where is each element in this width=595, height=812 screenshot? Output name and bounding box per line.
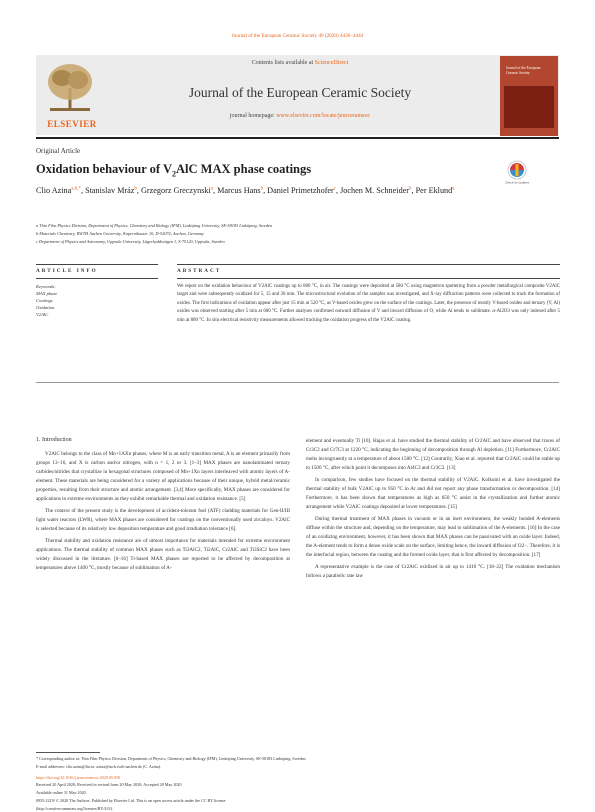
journal-cover-thumbnail <box>500 56 558 136</box>
paragraph: In comparison, few studies have focused on the thermal stability of V2AlC. Kolkumi et al. have investigated the thermal stability of bulk V2AlC up to 950 °C in Ar and did not report any phase transformation or decomposition. [14] Furthermore, it has been shown that temperatures as high as 650 °C assist in the crystallization and further atomic arrangement while V2AlC coatings deposited at lower temperatures. [15] <box>306 476 560 510</box>
doi-link[interactable]: https://doi.org/10.1016/j.jeurceramsoc.2020.05.050 <box>36 774 121 780</box>
paragraph: The context of the present study is the development of accident-tolerant fuel (ATF) cladding materials for Gen-II/III light water reactors (LWR), where MAX phases are considered for coatings on the conventionally used zircaloys. V2AlC is selected because of its relatively low deposition temperature and good irradiation tolerance [6]. <box>36 507 290 532</box>
email-note[interactable]: E-mail addresses: clio.azina@liu.se, azina@mch.rwth-aachen.de (C. Azina). <box>36 763 162 769</box>
received-dates: Received 20 April 2020; Received in revised form 20 May 2020; Accepted 20 May 2020 <box>36 782 182 788</box>
title-part: Oxidation behaviour of V <box>36 162 173 176</box>
keyword: Coatings <box>36 298 53 304</box>
license-note: 0955-2219/ © 2020 The Authors. Published by Elsevier Ltd. This is an open access article under the CC BY license <box>36 797 226 803</box>
corresponding-author-note: * Corresponding author at: Thin Film Physics Division, Department of Physics, Chemistry and Biology (IFM), Linköping University, SE-58183 Linköping, Sweden. <box>36 756 307 761</box>
affiliation: c Department of Physics and Astronomy, Uppsala University, Lägerhyddsvägen 1, S-75120, Uppsala, Sweden <box>36 239 225 245</box>
sciencedirect-link[interactable]: ScienceDirect <box>314 60 349 66</box>
publisher-name: ELSEVIER <box>47 119 97 129</box>
license-url[interactable]: (http://creativecommons.org/licenses/BY/4.0/). <box>36 805 114 811</box>
author[interactable]: Clio Azina$^{a,b,*}$ <box>36 186 81 195</box>
author[interactable]: Stanislav Mráz$^b$ <box>85 186 137 195</box>
right-column <box>306 437 560 584</box>
author-list: Clio Azina$^{a,b,*}$, Stanislav Mráz$^b$, Grzegorz Greczynski$^a$, Marcus Hans$^b$, Daniel Primetzhofer$^c$, Jochen M. Schneider$^b$, Per Eklund$^a$ <box>36 186 455 195</box>
abstract-text: We report on the oxidation behaviour of V2AlC coatings up to 800 °C, in air. The coatings were deposited at 580 °C using magnetron sputtering from a powder metallurgical composite V2AlC target and were subsequently oxidized for 5, 15 and 30 min. The microstructural evolution of the samples was investigated, and X-ray diffraction patterns were collected to track the formation of oxides. The first indications of oxidation appear after just 15 min at 520 °C, as V-based oxides grew on the surface of the coatings. Later, the presence of mostly V-based oxides and ternary (V, Al) oxides was observed starting after 5 min at 600 °C. Further analyses confirmed outward diffusion of V and inward diffusion of O, while Al tends to sublimate. α-Al2O3 was only indexed after 5 min at 800 °C. In situ electrical resistivity measurements allowed tracking the oxidation progress of the V2AlC coating. <box>177 284 560 323</box>
paragraph: Thermal stability and oxidation resistance are of utmost importance for materials intended for extreme environment applications. The thermal stability of common MAX phases such as Ti3AlC2, Ti2AlC, Cr2AlC and Ti3SiC2 have been widely discussed in the literature. [6–16] Ti-based MAX phases are reported to be affected by decomposition at temperatures above 1400 °C, mostly because of sublimation of A- <box>36 537 290 571</box>
article-type: Original Article <box>36 147 81 155</box>
affiliation: b Materials Chemistry, RWTH Aachen University, Kopernikusstr. 10, D-52074, Aachen, Germany <box>36 231 204 237</box>
affiliation: a Thin Film Physics Division, Department of Physics, Chemistry and Biology (IFM), Linköping University, SE-58183 Linköping, Sweden <box>36 223 272 228</box>
contents-available <box>110 60 490 66</box>
elsevier-tree-logo <box>40 58 100 118</box>
footnotes <box>36 755 559 812</box>
footnote-rule <box>36 752 100 753</box>
title-subscript: 2 <box>172 169 177 179</box>
crossmark-label: Check for updates <box>504 180 530 185</box>
left-column <box>36 450 290 576</box>
homepage-label: journal homepage: <box>229 113 277 119</box>
author[interactable]: Daniel Primetzhofer$^c$ <box>267 186 337 195</box>
author[interactable]: Marcus Hans$^b$ <box>217 186 264 195</box>
header-divider <box>36 137 559 139</box>
paragraph: V2AlC belongs to the class of Mn+1AXn phases, where M is an early transition metal, A is an element primarily from groups 13–16, and X is carbon and/or nitrogen, with n = 1, 2 or 3. [1–3] MAX phases are nanolaminated ternary carbides/nitrides that crystallize in hexagonal structures composed of Mn+1Xn layers interleaved with atomic layers of A-element. These materials are being considered for a variety of applications because of their unique, hybrid metal/ceramic properties, resulting from their structure and atomic arrangement. [3,4] More specifically, MAX phases are considered for applications in extreme environments as they exhibit remarkable thermal and oxidation resistance. [5] <box>36 451 290 502</box>
abstract-rule <box>177 278 560 279</box>
article-title <box>36 162 311 179</box>
article-info-rule <box>36 264 158 265</box>
article-info-heading: ARTICLE INFO <box>36 268 98 274</box>
abstract-rule <box>177 264 560 265</box>
author[interactable]: Jochen M. Schneider$^b$ <box>340 186 412 195</box>
crossmark-icon[interactable] <box>506 160 528 188</box>
keywords-label: Keywords: <box>36 284 56 289</box>
section-divider <box>36 382 559 383</box>
affiliations <box>36 222 556 246</box>
cover-title: Journal of the European Ceramic Society <box>506 66 541 75</box>
paragraph: element and eventually Ti [10]. Hajas et al. have studied the thermal stability of Cr2AlC and have observed that traces of Cr3C2 and Cr7C3 at 1220 °C, indicating the beginning of decomposition through Al depletion. [11] Furthermore, Cr2AlC melts incongruently at a temperature of about 1500 °C. [12] Contrarily, Xiao et al. reported that Cr2AlC could be stable up to 1500 °C, after which point it decomposes into Al4C3 and Cr3C2. [13] <box>306 438 560 471</box>
cover-image <box>504 86 554 128</box>
journal-title: Journal of the European Ceramic Society <box>188 85 412 100</box>
abstract-heading: ABSTRACT <box>177 268 222 274</box>
homepage-link[interactable]: www.elsevier.com/locate/jeurceramsoc <box>276 113 371 119</box>
keyword: V2AlC <box>36 312 49 318</box>
article-info-rule <box>36 278 158 279</box>
keywords-block <box>36 283 146 319</box>
paragraph: During thermal treatment of MAX phases in vacuum or in an inert environment, the weakly bonded A-elements diffuse within the structure and, depending on the temperature, may lead to sublimation of the A-elements. [16] In the case of an oxidizing environment, however, it has been shown that MAX phases can be passivated with an oxide layer. Indeed, the A-element tends to form a dense oxide scale on the surface, limiting hence, the inward diffusion of O2−. Therefore, it is the interfacial region, between the coating and the formed oxide layer, that is first affected by decomposition. [17] <box>306 515 560 558</box>
author[interactable]: Grzegorz Greczynski$^a$ <box>141 186 214 195</box>
keyword: MAX phase <box>36 291 58 297</box>
paragraph: A representative example is the case of Cr2AlC oxidized in air up to 1410 °C. [18–22] The oxidation mechanism follows a parabolic rate law <box>306 563 560 579</box>
journal-citation-line[interactable]: Journal of the European Ceramic Society 40 (2020) 4436–4444 <box>231 33 364 39</box>
contents-prefix: Contents lists available at <box>251 60 315 66</box>
journal-homepage <box>110 113 490 119</box>
author[interactable]: Per Eklund$^a$ <box>415 186 455 195</box>
keyword: Oxidation <box>36 305 55 311</box>
introduction-heading: 1. Introduction <box>36 437 72 443</box>
title-part: AlC MAX phase coatings <box>176 162 312 176</box>
available-online: Available online 31 May 2020 <box>36 790 86 796</box>
